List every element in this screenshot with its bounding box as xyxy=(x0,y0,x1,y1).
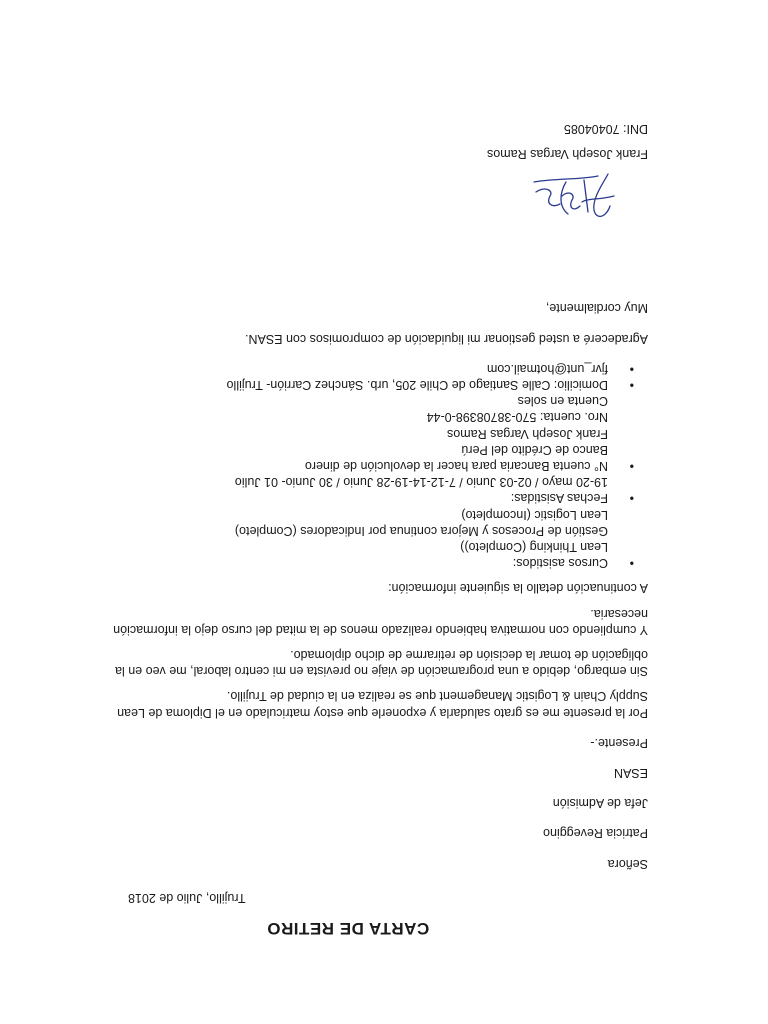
list-item-line: Lean Logistic (Incompleto) xyxy=(461,507,608,522)
paragraph-compliance: Y cumpliendo con normativa habiendo realizado menos de la mitad del curso dejo la información necesaria. xyxy=(113,606,648,637)
handwritten-signature xyxy=(528,166,618,226)
list-item-bank-account xyxy=(108,393,648,474)
presente-line: Presente.- xyxy=(590,735,648,750)
bullet-marker: • xyxy=(629,491,634,506)
list-item-line: Banco de Crédito del Perú xyxy=(461,442,608,457)
list-item-dates xyxy=(108,474,648,506)
recipient-name: Patricia Reveggino xyxy=(543,826,648,841)
recipient-institution: ESAN xyxy=(613,765,648,780)
list-item-heading: fjvr_unt@hotmail.com xyxy=(486,361,608,376)
list-item-line: Nro. cuenta: 570-38708398-0-44 xyxy=(426,410,608,425)
list-item-heading: Domicilio: Calle Santiago de Chile 205, urb. Sánchez Carrión- Trujillo xyxy=(226,377,608,392)
bullet-marker: • xyxy=(629,377,634,392)
bullet-marker: • xyxy=(629,556,634,571)
list-item-courses xyxy=(108,506,648,571)
list-item-heading: N° cuenta Bancaria para hacer la devolución de dinero xyxy=(304,458,608,473)
paragraph-intro: Por la presente me es grato saludarla y exponerle que estoy matriculado en el Diploma de Lean Supply Chain & Logistic Management que se realiza en la ciudad de Trujillo. xyxy=(117,689,648,720)
list-item-line: Frank Joseph Vargas Ramos xyxy=(447,426,608,441)
list-item-line: 19-20 mayo / 02-03 Junio / 7-12-14-19-28 Junio / 30 Junio- 01 Julio xyxy=(234,475,608,490)
recipient-position: Jefa de Admisión xyxy=(552,796,648,811)
signer-name: Frank Joseph Vargas Ramos xyxy=(487,147,648,162)
list-item-email xyxy=(108,361,648,377)
details-list xyxy=(108,361,648,572)
paragraph-details-intro: A continuación detallo la siguiente información: xyxy=(388,581,648,596)
letter-body xyxy=(108,121,648,936)
list-item-address xyxy=(108,377,648,393)
bullet-marker: • xyxy=(629,361,634,376)
list-item-heading: Fechas Asistidas: xyxy=(510,491,608,506)
list-item-line: Gestión de Procesos y Mejora continua por Indicadores (Completo) xyxy=(234,523,608,538)
closing-request: Agradeceré a usted gestionar mi liquidación de compromisos con ESAN. xyxy=(245,331,648,346)
farewell: Muy cordialmente, xyxy=(545,301,648,316)
signer-dni: DNI: 70404085 xyxy=(563,121,648,136)
list-item-heading: Cursos asistidos: xyxy=(512,556,608,571)
list-item-line: Lean Thinking (Completo)) xyxy=(460,539,608,554)
salutation: Señora xyxy=(607,856,648,871)
list-item-line: Cuenta en soles xyxy=(517,394,608,409)
paragraph-reason: Sin embargo, debido a una programación de viaje no prevista en mi centro laboral, me veo en la obligación de tomar la decisión de retirarme de dicho diplomado. xyxy=(115,647,648,679)
letter-date: Trujillo, Julio de 2018 xyxy=(128,890,246,905)
bullet-marker: • xyxy=(629,458,634,473)
document-title: CARTA DE RETIRO xyxy=(266,919,430,938)
